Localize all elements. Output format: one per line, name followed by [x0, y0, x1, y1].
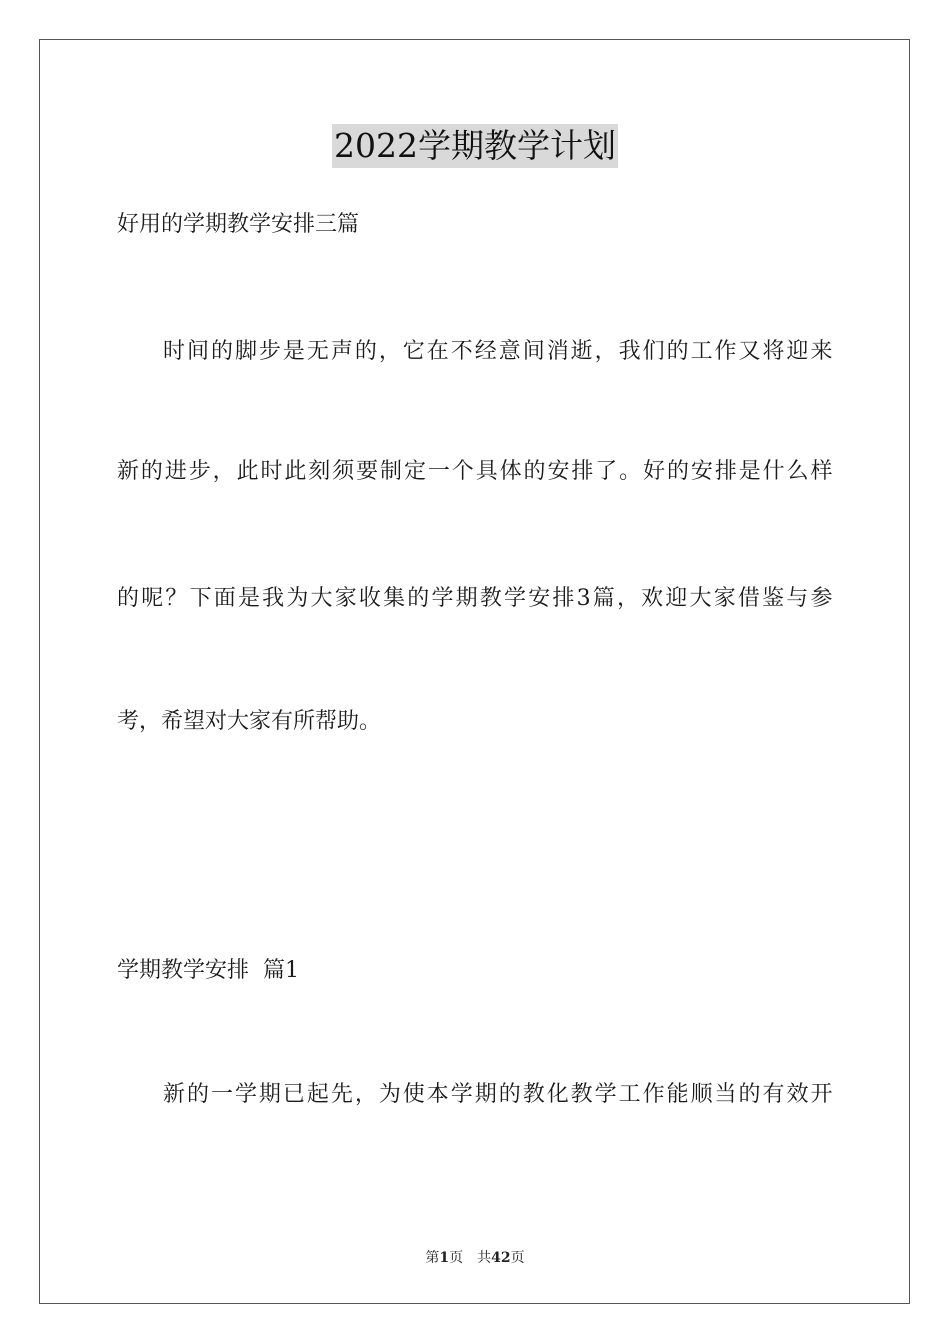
- footer-page-number: 1: [439, 1250, 450, 1266]
- footer-total-pages: 42: [491, 1250, 511, 1266]
- section-paragraph-line-1: 新的一学期已起先，为使本学期的教化教学工作能顺当的有效开: [163, 1082, 833, 1107]
- document-title: 2022学期教学计划: [332, 124, 618, 168]
- page-footer: [0, 1247, 950, 1267]
- intro-line-1: 时间的脚步是无声的，它在不经意间消逝，我们的工作又将迎来: [163, 339, 833, 364]
- title-container: [0, 124, 950, 168]
- intro-line-4: 考，希望对大家有所帮助。: [117, 709, 382, 734]
- section-heading: 学期教学安排 篇1: [117, 958, 299, 983]
- footer-total-prefix: 共: [477, 1250, 492, 1266]
- footer-page-prefix: 第: [425, 1250, 440, 1266]
- intro-line-3: 的呢？下面是我为大家收集的学期教学安排3篇，欢迎大家借鉴与参: [117, 586, 833, 611]
- footer-page-suffix: 页: [449, 1250, 464, 1266]
- footer-total-suffix: 页: [510, 1250, 525, 1266]
- intro-line-2: 新的进步，此时此刻须要制定一个具体的安排了。好的安排是什么样: [117, 459, 833, 484]
- document-subtitle: 好用的学期教学安排三篇: [117, 212, 360, 237]
